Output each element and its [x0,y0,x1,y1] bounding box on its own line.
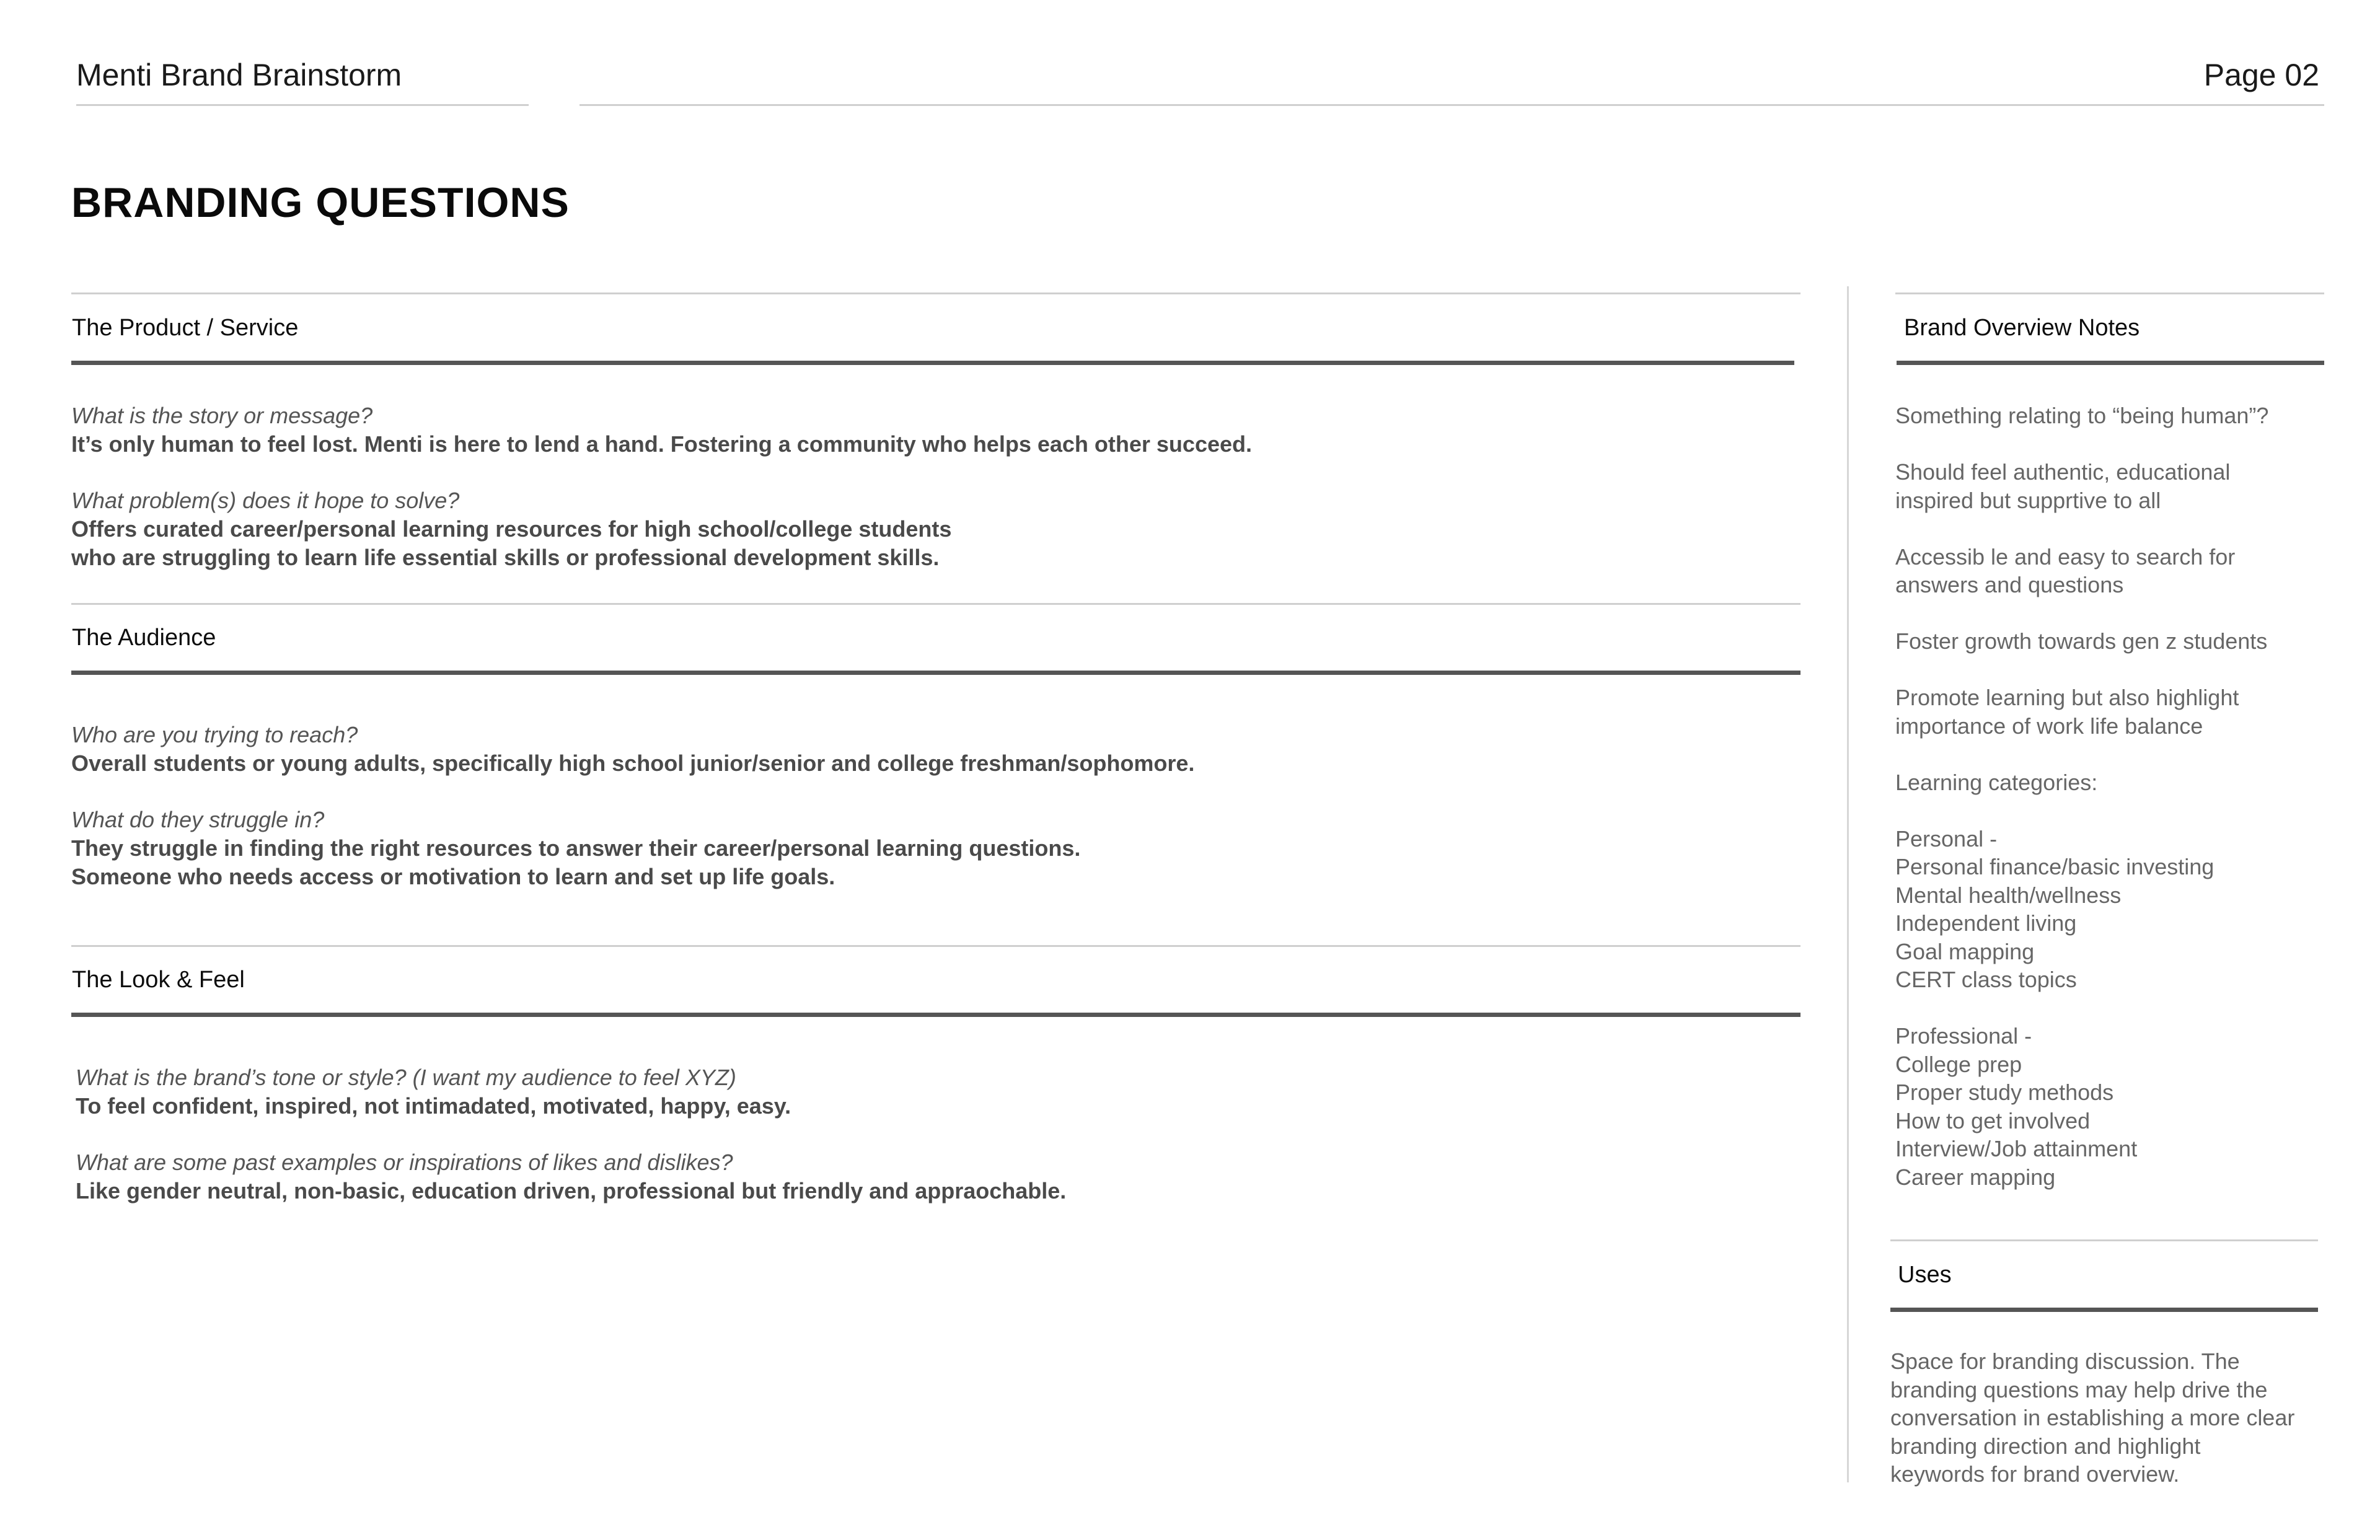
section-rule-top [71,945,1800,947]
sidebar-rule-top [1895,293,2324,294]
uses-description [1890,1347,2294,1489]
section-rule-top [71,293,1800,294]
page-heading: BRANDING QUESTIONS [71,179,570,226]
answer-struggle-line2: Someone who needs access or motivation to learn and set up life goals. [71,864,835,889]
note-line: How to get involved [1895,1107,2091,1133]
header-rule-left [76,104,529,106]
uses-line: branding questions may help drive the [1890,1376,2268,1402]
note-line: Independent living [1895,910,2077,936]
section-title-look: The Look & Feel [72,967,245,993]
sidebar-title-uses: Uses [1898,1262,1952,1288]
note-line [1895,656,2268,684]
question-tone: What is the brand’s tone or style? (I want my audience to feel XYZ) [76,1065,736,1090]
question-story: What is the story or message? [71,403,373,428]
question-inspirations: What are some past examples or inspirations of likes and dislikes? [76,1150,733,1175]
uses-line: Space for branding discussion. The [1890,1349,2240,1374]
note-line [1895,740,2268,768]
answer-tone: To feel confident, inspired, not intimadated, motivated, happy, easy. [76,1093,791,1119]
note-line: CERT class topics [1895,967,2077,992]
answer-problem-line1: Offers curated career/personal learning resources for high school/college students [71,516,952,542]
document-title: Menti Brand Brainstorm [76,58,402,92]
note-line: Interview/Job attainment [1895,1136,2138,1161]
question-struggle: What do they struggle in? [71,807,325,832]
note-line [1895,796,2268,825]
section-rule-bottom [71,1013,1800,1017]
question-problem: What problem(s) does it hope to solve? [71,488,460,513]
question-reach: Who are you trying to reach? [71,722,358,747]
note-line: Goal mapping [1895,938,2035,964]
column-divider [1847,286,1849,1482]
note-line: inspired but supprtive to all [1895,487,2161,513]
note-line: answers and questions [1895,572,2124,597]
sidebar-rule-top [1890,1239,2318,1241]
note-line: Personal - [1895,825,1998,851]
note-line [1895,994,2268,1023]
uses-line: keywords for brand overview. [1890,1461,2180,1487]
sidebar-rule-bottom [1897,361,2324,365]
header-rule-right [580,104,2324,106]
sidebar-title-notes: Brand Overview Notes [1904,315,2140,341]
note-line: Professional - [1895,1023,2032,1049]
answer-story: It’s only human to feel lost. Menti is here to lend a hand. Fostering a community who helps each other succeed. [71,431,1252,457]
section-rule-bottom [71,671,1800,675]
answer-problem-line2: who are struggling to learn life essential skills or professional development skills. [71,545,940,570]
note-line [1895,514,2268,543]
answer-inspirations: Like gender neutral, non-basic, education driven, professional but friendly and appraochable. [76,1178,1067,1203]
answer-struggle-line1: They struggle in finding the right resources to answer their career/personal learning questions. [71,835,1081,861]
section-rule-bottom [71,361,1794,365]
section-title-product: The Product / Service [72,315,299,341]
section-title-audience: The Audience [72,625,216,651]
note-line: Proper study methods [1895,1080,2114,1105]
note-line: Promote learning but also highlight [1895,685,2239,710]
note-line: College prep [1895,1051,2022,1077]
note-line: Should feel authentic, educational [1895,459,2231,485]
uses-line: branding direction and highlight [1890,1433,2201,1459]
note-line: Mental health/wellness [1895,882,2122,908]
uses-line: conversation in establishing a more clear [1890,1405,2295,1430]
note-line: Foster growth towards gen z students [1895,628,2268,654]
section-rule-top [71,603,1800,605]
note-line [1895,599,2268,628]
note-line: Personal finance/basic investing [1895,854,2215,879]
answer-reach: Overall students or young adults, specifically high school junior/senior and college freshman/sophomore. [71,750,1195,776]
note-line [1895,430,2268,459]
note-line: Career mapping [1895,1164,2056,1190]
note-line: Accessib le and easy to search for [1895,543,2236,570]
page-number: Page 02 [2203,58,2319,92]
brand-notes-list [1895,402,2268,1191]
note-line: importance of work life balance [1895,713,2203,739]
sidebar-rule-bottom [1890,1308,2318,1312]
note-line: Learning categories: [1895,769,2098,795]
note-line: Something relating to “being human”? [1895,403,2269,428]
